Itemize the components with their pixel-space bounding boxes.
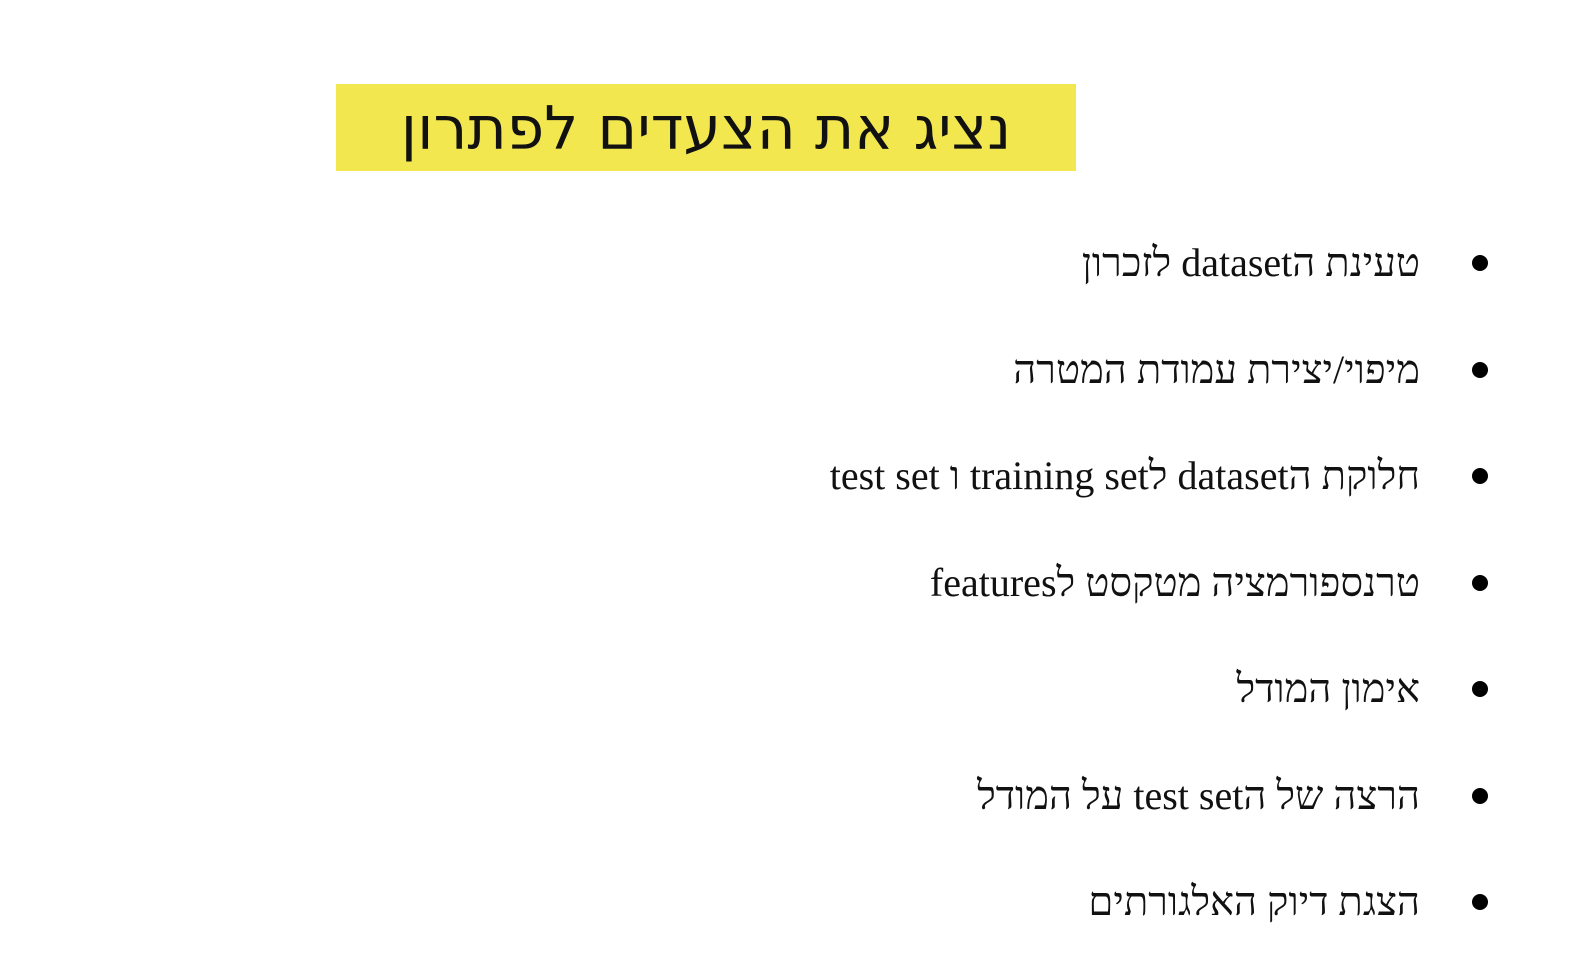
bullet-icon bbox=[1472, 788, 1488, 804]
step-text: הצגת דיוק האלגורתים bbox=[1088, 879, 1420, 924]
step-item bbox=[560, 530, 1420, 637]
step-text: חלוקת הdataset לtraining set ו test set bbox=[829, 453, 1420, 498]
steps-list bbox=[560, 210, 1420, 956]
bullet-icon bbox=[1472, 468, 1488, 484]
step-text: אימון המודל bbox=[1236, 666, 1420, 711]
step-item bbox=[560, 849, 1420, 956]
bullet-icon bbox=[1472, 681, 1488, 697]
bullet-icon bbox=[1472, 575, 1488, 591]
step-text: הרצה של הtest set על המודל bbox=[977, 772, 1420, 818]
step-item bbox=[560, 743, 1420, 850]
slide-title: נציג את הצעדים לפתרון bbox=[336, 84, 1076, 171]
step-item bbox=[560, 317, 1420, 424]
bullet-icon bbox=[1472, 255, 1488, 271]
step-item bbox=[560, 210, 1420, 317]
step-item bbox=[560, 423, 1420, 530]
step-text: טרנספורמציה מטקסט לfeatures bbox=[929, 559, 1420, 605]
bullet-icon bbox=[1472, 894, 1488, 910]
step-text: מיפוי/יצירת עמודת המטרה bbox=[1013, 346, 1420, 392]
step-text: טעינת הdataset לזכרון bbox=[1081, 240, 1420, 285]
step-item bbox=[560, 636, 1420, 743]
bullet-icon bbox=[1472, 362, 1488, 378]
